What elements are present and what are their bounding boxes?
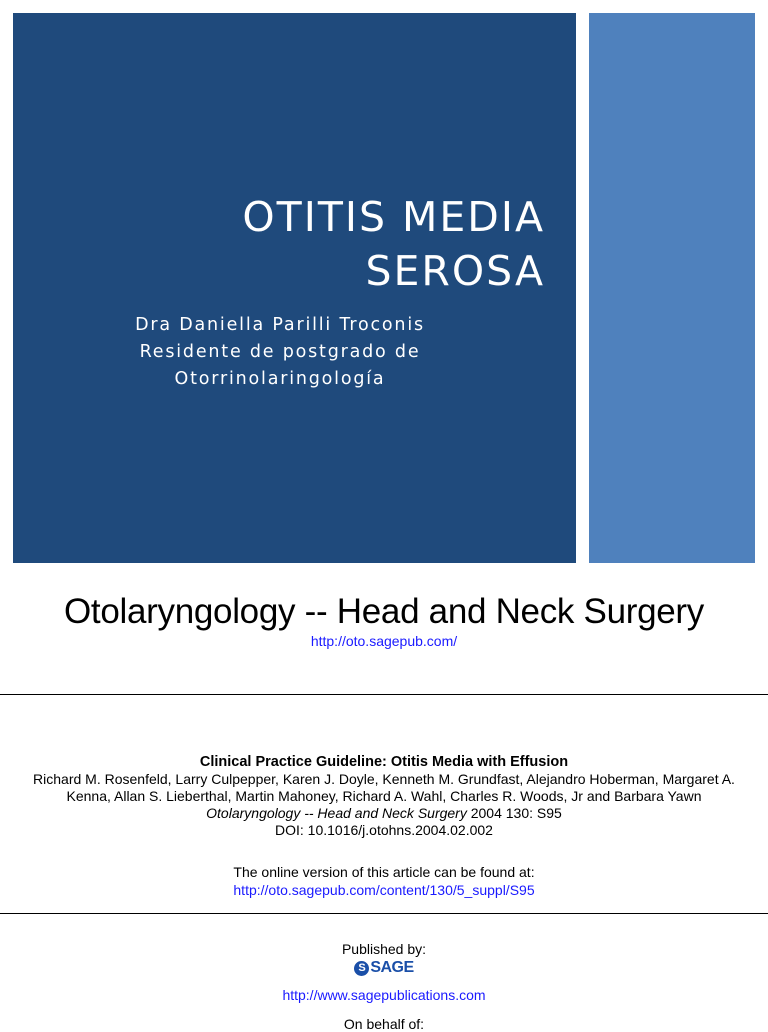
presenter-name: Dra Daniella Parilli Troconis <box>135 315 425 335</box>
sage-logo-icon: S <box>354 961 369 976</box>
doi: DOI: 10.1016/j.otohns.2004.02.002 <box>275 822 493 838</box>
slide-subtitle <box>30 312 530 393</box>
citation-details: 2004 130: S95 <box>466 805 562 821</box>
citation-journal: Otolaryngology -- Head and Neck Surgery <box>206 805 467 821</box>
journal-title: Otolaryngology -- Head and Neck Surgery <box>63 592 704 631</box>
online-version-block <box>0 863 768 899</box>
on-behalf-of-label: On behalf of: <box>343 1016 425 1032</box>
presenter-role: Residente de postgrado de <box>139 342 421 362</box>
article-citation-block <box>0 754 768 839</box>
published-by-label: Published by: <box>341 941 427 957</box>
slide-title-line-1: OTITIS MEDIA <box>242 193 545 241</box>
article-url-link[interactable]: http://oto.sagepub.com/content/130/5_suppl/S95 <box>233 882 535 898</box>
article-title: Clinical Practice Guideline: Otitis Media with Effusion <box>199 754 569 770</box>
authors-line-2: Kenna, Allan S. Lieberthal, Martin Mahoney, Richard A. Wahl, Charles R. Woods, Jr and Barbara Yawn <box>66 788 702 804</box>
slide-title <box>30 190 545 298</box>
journal-url-link[interactable]: http://oto.sagepub.com/ <box>310 633 458 649</box>
publisher-url-link[interactable]: http://www.sagepublications.com <box>282 987 486 1003</box>
divider-bottom <box>0 913 768 914</box>
citation-line <box>0 805 768 822</box>
online-version-label: The online version of this article can be found at: <box>233 864 535 880</box>
authors-line-1: Richard M. Rosenfeld, Larry Culpepper, Karen J. Doyle, Kenneth M. Grundfast, Alejandro Hoberman, Margaret A. <box>33 771 735 787</box>
sage-logo-text: SAGE <box>370 959 414 976</box>
presenter-specialty: Otorrinolaringología <box>174 369 386 389</box>
divider-top <box>0 694 768 695</box>
slide-accent-bar <box>589 13 755 563</box>
sage-logo <box>0 959 768 977</box>
slide-title-line-2: SEROSA <box>365 247 545 295</box>
